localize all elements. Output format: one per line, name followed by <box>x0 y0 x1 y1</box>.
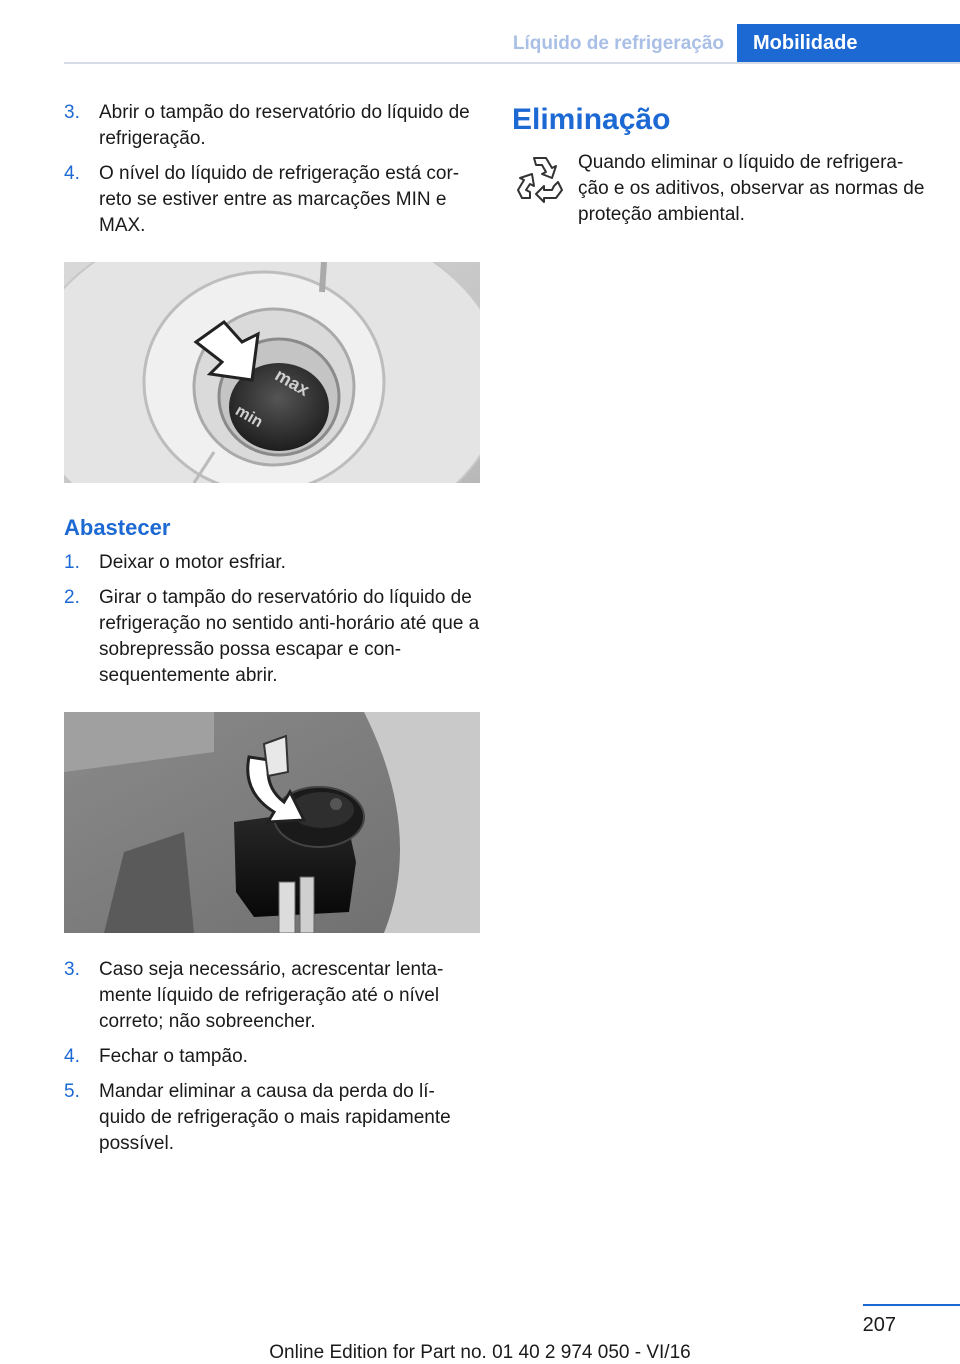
list-item <box>64 550 480 576</box>
edition-footer: Online Edition for Part no. 01 40 2 974 050 - VI/16 <box>269 1342 691 1363</box>
page-number: 207 <box>862 1314 896 1336</box>
step-text: Fechar o tampão. <box>99 1046 248 1067</box>
steps-check-level <box>64 100 480 239</box>
step-number: 3. <box>64 102 80 123</box>
list-item <box>64 1044 480 1070</box>
list-item <box>64 1079 480 1157</box>
steps-refill <box>64 550 480 689</box>
min-marking: min <box>232 402 266 432</box>
step-number: 1. <box>64 552 80 573</box>
list-item <box>64 100 480 152</box>
list-item <box>64 957 480 1035</box>
footer-rule <box>863 1304 960 1306</box>
section-heading-eliminacao: Eliminação <box>512 103 671 136</box>
step-text: O nível do líquido de refrigeração está cor‐reto se estiver entre as marcações MIN e MAX. <box>99 163 460 236</box>
section-heading-abastecer: Abastecer <box>64 515 171 540</box>
steps-refill-continued <box>64 957 480 1157</box>
list-item <box>64 161 480 239</box>
header-section-title: Líquido de refrigeração <box>512 33 724 54</box>
step-number: 2. <box>64 587 80 608</box>
recycle-icon <box>514 152 566 204</box>
step-number: 4. <box>64 1046 80 1067</box>
coolant-reservoir-level-image <box>64 262 480 483</box>
max-marking: max <box>271 364 313 401</box>
step-number: 4. <box>64 163 80 184</box>
step-text: Deixar o motor esfriar. <box>99 552 286 573</box>
step-text: Abrir o tampão do reservatório do líquido de refrigeração. <box>99 102 470 149</box>
step-text: Girar o tampão do reservatório do líquido de refrigeração no sentido anti-horário até que a sobrepressão possa escapar e con‐sequentemente abrir. <box>99 587 480 686</box>
header-rule <box>64 62 960 64</box>
disposal-text: Quando eliminar o líquido de refrigera‐ção e os aditivos, observar as normas de proteção ambiental. <box>578 152 925 225</box>
coolant-cap-opening-image <box>64 712 480 933</box>
list-item <box>64 585 480 689</box>
step-text: Caso seja necessário, acrescentar lenta‐mente líquido de refrigeração até o nível correto; não sobreencher. <box>99 959 444 1032</box>
right-column <box>512 100 932 228</box>
step-text: Mandar eliminar a causa da perda do lí‐quido de refrigeração o mais rapidamente possível. <box>99 1081 451 1154</box>
left-column <box>64 100 480 1166</box>
disposal-note <box>512 150 932 228</box>
step-number: 5. <box>64 1081 80 1102</box>
header-chapter-tab[interactable]: Mobilidade <box>737 24 960 62</box>
step-number: 3. <box>64 959 80 980</box>
